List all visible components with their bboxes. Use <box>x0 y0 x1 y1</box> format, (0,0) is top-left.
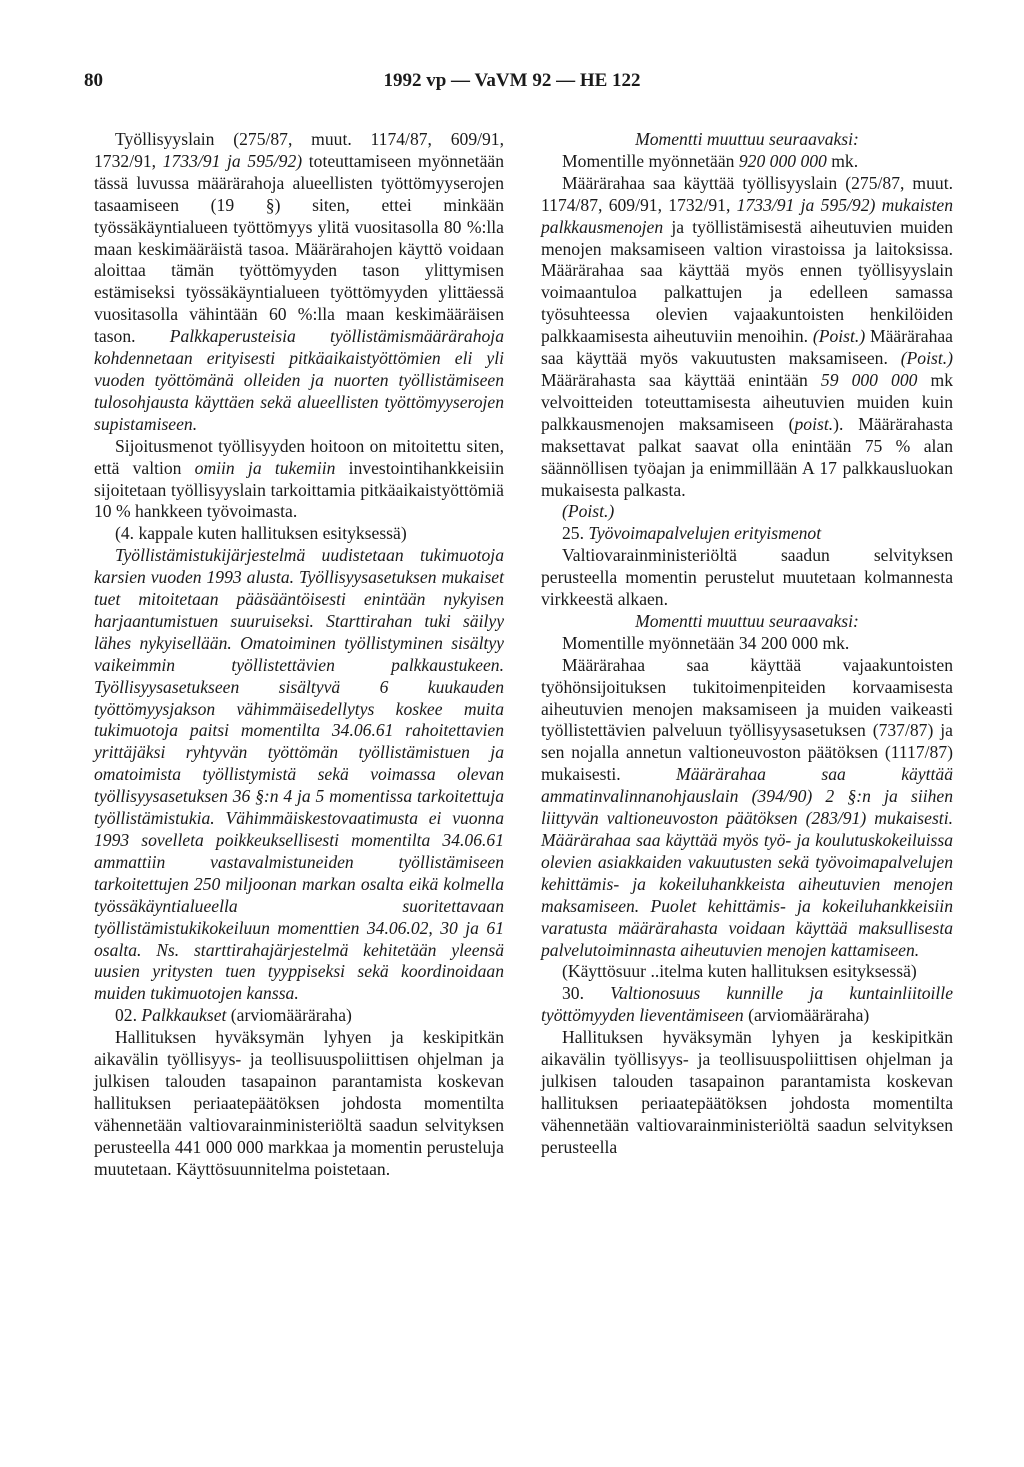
subheading: Momentti muuttuu seuraavaksi: <box>635 610 859 631</box>
paragraph: Hallituksen hyväksymän lyhyen ja keskipitkän aikavälin työllisyys- ja teollisuuspoliittisen ohjelman ja julkisen talouden tasapainon parantamista koskevan hallituksen periaatepäätöksen johdosta momentilta vähennetään valtiovarainministeriöltä saadun selvityksen perusteella <box>541 1027 953 1157</box>
paragraph: Momentille myönnetään 34 200 000 mk. <box>562 632 850 653</box>
paragraph: (4. kappale kuten hallituksen esityksessä) <box>115 523 407 544</box>
right-column <box>541 129 953 1159</box>
page-header <box>0 70 1024 98</box>
section-heading: 25. Työvoimapalvelujen erityismenot <box>562 523 822 544</box>
paragraph: Hallituksen hyväksymän lyhyen ja keskipitkän aikavälin työllisyys- ja teollisuuspoliittisen ohjelman ja julkisen talouden tasapainon parantamista koskevan hallituksen periaatepäätöksen johdosta momentilta vähennetään valtiovarainministeriöltä saadun selvityksen perusteella 441 000 000 markkaa ja momentin perusteluja muutetaan. Käyttösuunnitelma poistetaan. <box>94 1027 504 1179</box>
paragraph: Työllistämistukijärjestelmä uudistetaan tukimuotoja karsien vuoden 1993 alusta. Työllisyysasetuksen mukaiset tuet mitoitetaan pääsääntöisesti enintään nykyisen harjaantumistuen suuruiseksi. Starttirahan tuki säilyy lähes nykyisellään. Omatoiminen työllistyminen sisältyy vaikeimmin työllistettävien palkkaustukeen. Työllisyysasetukseen sisältyvä 6 kuukauden työttömyysjakson vähimmäisedellytys koskee muita tukimuotoja paitsi momentilta 34.06.61 rahoitettavien yrittäjäksi ryhtyvän työttömän työllistämistuen ja omatoimista työllistymistä sekä voimassa olevan työllisyysasetuksen 36 §:n 4 ja 5 momentissa tarkoitettuja työllistämistukia. Vähimmäiskestovaatimusta ei vuonna 1993 sovelleta poikkeuksellisesti momentilta 34.06.61 ammattiin vastavalmistuneiden työllistämiseen tarkoitettujen 250 miljoonan markan osalta eikä kolmella työssäkäyntialueella suoritettavaan työllistämistukikokeiluun momenttien 34.06.02, 30 ja 61 osalta. Ns. starttirahajärjestelmä kehitetään yleensä uusien yritysten tuen tyyppiseksi sekä koordinoidaan muiden tukimuotojen kanssa. <box>94 545 504 1004</box>
paragraph: Määrärahaa saa käyttää vajaakuntoisten työhönsijoituksen tukitoimenpiteiden korvaamisesta aiheutuvien menojen maksamiseen ja muiden vaikeasti työllistettävien palveluun työllisyysasetuksen (737/87) ja sen nojalla annetun valtioneuvoston päätöksen (1117/87) mukaisesti. Määrärahaa saa käyttää ammatinvalinnanohjauslain (394/90) 2 §:n ja siihen liittyvän valtioneuvoston päätöksen (283/91) mukaisesti. Määrärahaa saa käyttää myös työ- ja koulutuskokeiluissa olevien asiakkaiden vakuutusten sekä työvoimapalvelujen kehittämis- ja kokeiluhankkeista aiheutuvien menojen maksamiseen. Puolet kehittämis- ja kokeiluhankkeisiin varatusta määrärahasta voidaan käyttää maksullisesta palvelutoiminnasta aiheutuvien menojen kattamiseen. <box>541 654 953 960</box>
paragraph: Valtiovarainministeriöltä saadun selvityksen perusteella momentin perustelut muutetaan kolmannesta virkkeestä alkaen. <box>541 545 953 610</box>
paragraph: Sijoitusmenot työllisyyden hoitoon on mitoitettu siten, että valtion omiin ja tukemiin investointihankkeisiin sijoitetaan työllisyyslain tarkoittamia pitkäaikaistyöttömiä 10 % hankkeen työvoimasta. <box>94 435 505 522</box>
running-head: 1992 vp — VaVM 92 — HE 122 <box>383 70 641 91</box>
paragraph: (Poist.) <box>562 501 615 522</box>
paragraph: Työllisyyslain (275/87, muut. 1174/87, 609/91, 1732/91, 1733/91 ja 595/92) toteuttamiseen myönnetään tässä luvussa määrärahoja alueellisten työttömyyserojen tasaamiseen (19 §) siten, ettei minkään työssäkäyntialueen työttömyys ylitä vuositasolla 80 %:lla maan keskimääräistä tasoa. Määrärahojen käyttö voidaan aloittaa tämän työttömyyden tason ylittymisen estämiseksi työssäkäyntialueen työttömyyden ylittäessä vuositasolla vähintään 60 %:lla maan keskimääräisen tason. Palkkaperusteisia työllistämismäärärahoja kohdennetaan erityisesti pitkäaikaistyöttömien eli yli vuoden työttömänä olleiden ja nuorten työllistämiseen tulosohjausta käyttäen sekä alueellisten työttömyyserojen supistamiseen. <box>94 129 504 434</box>
paragraph: (Käyttösuur ..itelma kuten hallituksen esityksessä) <box>562 961 917 982</box>
paragraph: Määrärahaa saa käyttää työllisyyslain (275/87, muut. 1174/87, 609/91, 1732/91, 1733/91 ja 595/92) mukaisten palkkausmenojen ja työllistämisestä aiheutuvien muiden menojen maksamiseen valtion virastoissa ja laitoksissa. Määrärahaa saa käyttää myös ennen työllisyyslain voimaantuloa palkattujen ja edelleen samassa työsuhteessa olevien vajaakuntoisten henkilöiden palkkaamisesta aiheutuviin menoihin. (Poist.) Määrärahaa saa käyttää myös vakuutusten maksamiseen. (Poist.) Määrärahasta saa käyttää enintään 59 000 000 mk velvoitteiden toteuttamisesta aiheutuvien muiden kuin palkkausmenojen maksamiseen (poist.). Määrärahasta maksettavat palkat saavat olla enintään 75 % alan säännöllisen työajan ja enimmillään A 17 palkkausluokan mukaisesta palkasta. <box>541 172 954 500</box>
paragraph: Momentille myönnetään 920 000 000 mk. <box>562 150 859 171</box>
section-heading: 02. Palkkaukset (arviomääräraha) <box>115 1005 352 1026</box>
section-heading: 30. Valtionosuus kunnille ja kuntainliitoille työttömyyden lieventämiseen (arviomääräraha) <box>541 983 954 1026</box>
subheading: Momentti muuttuu seuraavaksi: <box>635 129 859 149</box>
left-column <box>94 129 504 1181</box>
page-number: 80 <box>84 70 103 91</box>
